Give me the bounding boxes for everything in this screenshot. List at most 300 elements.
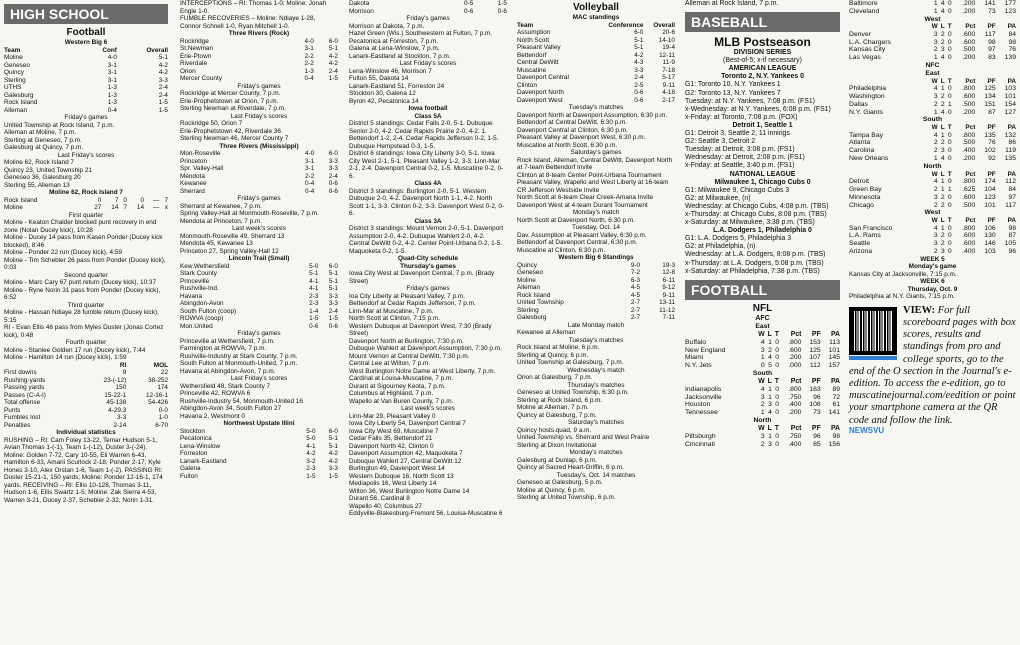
list-item: Dav. Assumption at Pleasant Valley, 6:30 p.m. xyxy=(517,231,647,239)
table-row xyxy=(849,54,1016,62)
table-cell: 5-1 xyxy=(328,285,338,292)
table-row xyxy=(849,85,1016,93)
table-cell: Kew.Wethersfield xyxy=(180,262,230,270)
list-item: Lanark-Eastland at Stockton, 7 p.m. xyxy=(349,52,451,60)
table-cell: Seattle xyxy=(849,240,871,248)
table-cell: Mon-Roseville xyxy=(180,150,221,157)
table-cell: 0-6 xyxy=(328,180,338,187)
table-row xyxy=(685,386,840,394)
table-cell: Galesburg xyxy=(517,314,547,321)
table-cell: 4-2 xyxy=(328,52,338,60)
table-cell: Moline xyxy=(517,276,536,284)
table-cell: 105 xyxy=(1004,240,1016,248)
group-heading: East xyxy=(925,69,940,77)
section-heading xyxy=(685,370,840,378)
table-cell: 3 xyxy=(940,46,945,54)
column-header: Pct xyxy=(965,217,976,225)
table-row xyxy=(180,293,338,301)
table-row xyxy=(180,158,338,166)
column-header: PF xyxy=(811,424,821,432)
list-item: Sterling at Quincy, 6 p.m. xyxy=(517,351,589,359)
section-heading: Thursday's matches xyxy=(567,381,625,389)
table-cell: Pleasant Valley xyxy=(517,44,561,51)
table-row xyxy=(517,37,675,45)
table-cell: Alleman xyxy=(517,284,541,291)
table-cell: 0 xyxy=(123,196,127,204)
table-cell: North Scott xyxy=(517,36,549,44)
table-cell: 0 xyxy=(947,38,952,46)
section-heading: Wednesday's match xyxy=(567,366,625,374)
section-heading: Friday's games xyxy=(237,330,281,337)
table-cell: 0 xyxy=(947,139,952,147)
section-heading: Monday's game xyxy=(908,263,957,271)
table-cell: 4 xyxy=(940,54,945,62)
table-cell: 130 xyxy=(984,232,996,240)
section-heading: Late Monday match xyxy=(567,321,625,329)
list-item: West Burlington Notre Dame at West Liberty, 7 p.m. xyxy=(349,367,496,375)
table-cell: 5-17 xyxy=(662,74,675,81)
column-header: W xyxy=(931,217,938,225)
table-cell: 86 xyxy=(1008,139,1016,147)
column-header: W xyxy=(931,170,938,178)
table-cell: 3-1 xyxy=(107,69,117,76)
table-cell: 4 xyxy=(933,178,938,186)
list-item: Iowa City West 69, Muscatine 7 xyxy=(349,427,439,435)
table-row xyxy=(180,465,338,473)
table-cell: 72 xyxy=(832,393,840,401)
list-item: Geneseo at Galesburg, 5 p.m. xyxy=(517,479,603,486)
table-cell: Havana xyxy=(180,292,203,300)
table-header xyxy=(849,217,1016,225)
table-cell: Cincinnati xyxy=(685,440,715,448)
table-cell: .200 xyxy=(962,155,976,163)
table-cell: Atlanta xyxy=(849,139,871,147)
fumble-recoveries-text: FUMBLE RECOVERIES – Moline: Ndiaye 1-28, Connor Schnell 1-0, Ryan Mitchell 1-0. xyxy=(180,15,316,30)
team-stats-table: RI MOL First downs 9 22 Rushing-yards 23-(-12) 38-252 Passing yards 150 174 Passes (C-A-I) 15-22-1 12-16-1 Total offense 45-138 54-426 Punts 4-29.3 0-0 Fumbles lost 3-3 1-0 Penalties 2-14 6-70 xyxy=(4,361,168,429)
table-row xyxy=(685,409,840,417)
list-item: Wapello at Van Buren County, 7 p.m. xyxy=(349,397,454,405)
table-row xyxy=(180,75,338,83)
table-cell: Moline xyxy=(4,204,23,211)
table-row xyxy=(849,8,1016,16)
qr-code[interactable] xyxy=(849,307,897,360)
list-item: United Township at Rock Island, 7 p.m. xyxy=(4,121,115,129)
table-cell: 2 xyxy=(933,185,938,193)
table-cell: 1 xyxy=(947,185,952,193)
game-line: Philadelphia at N.Y. Giants, 7:15 p.m. xyxy=(849,293,955,301)
list-item: Sterling at Rock Island, 6 p.m. xyxy=(517,396,603,404)
list-item: Moline - Tim Schebler 26 pass from Ponder (Ducey kick), 0:03 xyxy=(4,256,166,271)
list-item: Pleasant Valley at Davenport West, 6:30 p.m. xyxy=(517,134,646,141)
table-cell: .750 xyxy=(788,432,802,440)
section-heading: Tuesday's, Oct. 14 matches xyxy=(556,471,636,479)
table-cell: Central DeWitt xyxy=(517,59,559,66)
list-item: Burlington 49, Davenport West 14 xyxy=(349,465,445,472)
table-cell: 97 xyxy=(1008,193,1016,201)
table-row xyxy=(849,139,1016,147)
table-cell: 92 xyxy=(988,155,996,163)
table-cell: 12-8 xyxy=(662,269,675,276)
table-header xyxy=(849,124,1016,132)
table-cell: Lanark-Eastland xyxy=(180,457,227,465)
table-row xyxy=(517,307,675,315)
table-cell: 19-3 xyxy=(662,261,675,269)
week-heading: WEEK 6 xyxy=(920,278,945,286)
section-heading: Tuesday's matches xyxy=(568,336,624,344)
table-cell: 5-1 xyxy=(328,442,338,450)
column-header: W xyxy=(931,124,938,132)
standings-table xyxy=(349,0,507,15)
section-heading: Tuesday, Oct. 14 xyxy=(572,224,620,231)
table-cell: Riverdale xyxy=(180,60,207,67)
table-cell: 3-3 xyxy=(328,292,338,300)
column-header: L xyxy=(767,330,772,338)
table-cell: 4-0 xyxy=(304,37,314,45)
table-cell: 108 xyxy=(809,401,821,409)
line-score-row xyxy=(4,204,168,212)
table-row xyxy=(517,284,675,292)
table-cell: Rockridge xyxy=(180,37,209,45)
table-row xyxy=(180,68,338,76)
table-cell: Fulton xyxy=(180,472,198,480)
table-cell: 4-2 xyxy=(328,457,338,465)
table-cell: 0-4 xyxy=(107,106,117,114)
section-heading: Saturday's games xyxy=(570,149,622,156)
table-row xyxy=(685,401,840,409)
table-cell: .400 xyxy=(788,401,802,409)
list-item: Wapello 40, Columbus 27 xyxy=(349,502,422,510)
column-header xyxy=(849,23,927,31)
nfl-standings-table xyxy=(685,323,840,449)
table-cell: 1 xyxy=(933,108,938,116)
section-heading: Last Friday's scores xyxy=(57,151,115,159)
list-item: Davenport North 42, Clinton 0 xyxy=(349,442,434,450)
group-heading: NFC xyxy=(925,62,940,70)
table-cell: .800 xyxy=(962,85,976,93)
list-item: Sterling Newman at Riverdale, 7 p.m. xyxy=(180,105,286,112)
column-header xyxy=(849,217,927,225)
table-cell: 0 xyxy=(947,46,952,54)
table-cell: 123 xyxy=(984,193,996,201)
table-cell: Arizona xyxy=(849,248,873,256)
table-row xyxy=(517,82,675,90)
table-cell: 54-426 xyxy=(148,399,168,406)
table-cell: 87 xyxy=(1008,232,1016,240)
table-cell: L.A. Chargers xyxy=(849,38,891,46)
table-cell: 2 xyxy=(768,346,772,354)
table-cell: 132 xyxy=(1004,131,1016,139)
table-row xyxy=(180,53,338,61)
section-heading: Last Friday's scores xyxy=(399,60,457,67)
table-row xyxy=(849,93,1016,101)
table-cell: Stark County xyxy=(180,270,217,277)
table-cell: 135 xyxy=(984,131,996,139)
table-row xyxy=(849,225,1016,233)
list-item: Orion at Galesburg, 7 p.m. xyxy=(517,374,593,381)
table-cell: 1 xyxy=(768,338,772,346)
table-row xyxy=(849,0,1016,8)
table-cell: Indianapolis xyxy=(685,385,722,393)
table-cell: San Francisco xyxy=(849,224,893,232)
table-cell: 4 xyxy=(933,85,938,93)
table-cell: 154 xyxy=(1004,100,1016,108)
table-cell: 15-22-1 xyxy=(104,391,127,399)
table-cell: 38-252 xyxy=(148,376,168,384)
quarter-heading: Third quarter xyxy=(67,301,105,309)
table-cell: 1-5 xyxy=(497,0,507,7)
table-row xyxy=(4,377,168,385)
wb6-volleyball-table xyxy=(517,262,675,322)
table-row xyxy=(517,29,675,37)
table-cell: Houston xyxy=(685,401,711,409)
table-cell: .200 xyxy=(788,354,802,362)
table-row xyxy=(685,394,840,402)
list-item: Cedar Falls 35, Bettendorf 21 xyxy=(349,435,433,442)
table-cell: 12-16-1 xyxy=(145,391,168,399)
iowa-football-heading: Iowa football xyxy=(408,105,448,112)
table-cell: 2-17 xyxy=(662,96,675,104)
table-cell: Rushing-yards xyxy=(4,376,46,384)
table-header xyxy=(685,378,840,386)
list-item: Moline 62, Rock Island 7 xyxy=(4,159,74,166)
table-cell: Erie-Ptown xyxy=(180,52,212,60)
table-cell: 0 xyxy=(947,240,952,248)
group-heading: North xyxy=(923,162,942,170)
table-row xyxy=(685,347,840,355)
table-row xyxy=(4,69,168,77)
table-cell: 104 xyxy=(984,185,996,193)
table-cell: 2-3 xyxy=(309,300,319,307)
column-header: PF xyxy=(811,377,821,385)
table-row xyxy=(849,194,1016,202)
table-cell: 11-9 xyxy=(662,59,675,66)
list-item: x-Saturday: at Philadelphia, 7:38 p.m. (TBS) xyxy=(685,267,820,275)
table-cell: .400 xyxy=(788,440,802,448)
table-cell: 0 xyxy=(775,393,779,401)
table-row xyxy=(180,315,338,323)
table-cell: Davenport North xyxy=(517,89,564,96)
table-row xyxy=(849,248,1016,256)
table-cell: 3-3 xyxy=(328,165,338,172)
table-cell: 3 xyxy=(933,92,938,100)
table-cell: 6-11 xyxy=(662,276,675,284)
table-cell: 4-1 xyxy=(306,442,316,450)
table-cell: 0 xyxy=(947,85,952,93)
table-cell: 4 xyxy=(768,354,772,362)
table-row xyxy=(180,278,338,286)
table-cell: 7 xyxy=(123,204,127,211)
table-row xyxy=(849,132,1016,140)
quarter-heading: Fourth quarter xyxy=(65,339,107,346)
list-item: x-Thursday: at L.A. Dodgers, 5:08 p.m. (TBS) xyxy=(685,259,824,267)
column-iowa-football xyxy=(345,0,511,645)
table-cell: 1-5 xyxy=(328,75,338,82)
table-row xyxy=(180,60,338,68)
list-item: Davenport North at Davenport Assumption, 6:30 p.m. xyxy=(517,111,668,119)
list-item: G2: at Philadelphia, (n) xyxy=(685,243,756,251)
table-cell: 0-6 xyxy=(328,187,338,195)
table-row xyxy=(849,186,1016,194)
mlb-postseason-title: MLB Postseason xyxy=(714,35,811,50)
table-row xyxy=(685,441,840,449)
table-header: Team Conf Overall xyxy=(4,46,168,54)
table-cell: 4-2 xyxy=(634,51,644,59)
list-item: Bettendorf at Cedar Rapids Jefferson, 7 p.m. xyxy=(349,300,476,307)
group-heading: West xyxy=(924,15,941,23)
list-item: Princeville 42, ROWVA 6 xyxy=(180,390,251,397)
series-heading: L.A. Dodgers 1, Philadelphia 0 xyxy=(713,227,812,235)
table-cell: Pecatonica xyxy=(180,435,212,442)
table-cell: 0-6 xyxy=(464,7,474,15)
table-cell: 3 xyxy=(933,193,938,201)
list-item: Geneseo at United Township, 6:30 p.m. xyxy=(517,389,629,396)
list-item: Bettendorf at Davenport Central, 6:30 p.m. xyxy=(517,239,638,246)
table-cell: Las Vegas xyxy=(849,54,881,62)
table-cell: 6-0 xyxy=(634,29,644,36)
table-cell: 7 xyxy=(114,196,119,204)
table-cell: 3 xyxy=(933,240,938,248)
table-row xyxy=(180,150,338,158)
baseball-banner: BASEBALL xyxy=(685,12,840,32)
table-cell: 163 xyxy=(809,385,821,393)
table-cell: 0 xyxy=(947,155,952,163)
table-cell: 153 xyxy=(809,338,821,346)
table-cell: 125 xyxy=(809,346,821,354)
table-row xyxy=(517,314,675,322)
table-cell: 0 xyxy=(947,7,952,15)
table-cell: .800 xyxy=(962,131,976,139)
list-item: Quincy at Galesburg, 7 p.m. xyxy=(517,411,597,419)
table-row xyxy=(517,277,675,285)
table-cell: 2-7 xyxy=(630,306,641,314)
table-cell: 2-4 xyxy=(158,84,168,91)
table-cell: 4-5 xyxy=(630,284,641,291)
table-cell: 76 xyxy=(1008,46,1016,54)
table-row xyxy=(4,414,168,422)
column-header: PF xyxy=(987,124,996,132)
game-line: Kansas City at Jacksonville, 7:15 p.m. xyxy=(849,270,957,278)
table-cell: 139 xyxy=(1004,54,1016,62)
table-row xyxy=(180,38,338,46)
list-item: Dubuque Wahlert at Davenport Assumption, 7:30 p.m. xyxy=(349,345,502,352)
table-cell: 1 xyxy=(933,7,938,15)
table-cell: 2 xyxy=(940,30,945,38)
column-header: L xyxy=(940,124,945,132)
table-cell: 98 xyxy=(832,432,840,440)
table-cell: 2 xyxy=(940,92,945,100)
list-item: Farmington at ROWVA, 7 p.m. xyxy=(180,345,267,352)
league-heading: AMERICAN LEAGUE xyxy=(728,65,797,73)
list-item: Galesburg at Dunlap, 6 p.m. xyxy=(517,456,597,464)
table-cell: 22 xyxy=(160,369,168,376)
table-cell: Orion xyxy=(180,67,196,75)
quarter-heading: Second quarter xyxy=(64,271,108,279)
table-row xyxy=(180,458,338,466)
section-heading: Last Friday's scores xyxy=(230,112,288,120)
table-cell: 4-1 xyxy=(309,277,319,285)
list-item: Galesburg at Quincy, 7 p.m. xyxy=(4,144,84,151)
table-row xyxy=(4,84,168,92)
column-volleyball xyxy=(513,0,679,645)
list-item: Davenport Assumption 42, Maquoketa 7 xyxy=(349,450,463,457)
list-item: Erie-Prophetstown 42, Riverdale 36 xyxy=(180,127,281,135)
list-item: Tuesday: at Detroit, 3:08 p.m. (FS1) xyxy=(685,146,795,154)
table-cell: 84 xyxy=(1008,185,1016,193)
list-item: Linn-Mar at Muscatine, 7 p.m. xyxy=(349,307,434,315)
list-item: Moline - Hamilton 14 run (Ducey kick), 1:59 xyxy=(4,354,127,361)
table-row xyxy=(685,339,840,347)
list-item: Moline at Quincy, 6 p.m. xyxy=(517,486,586,494)
list-item: Rockridge 50, Orion 7 xyxy=(180,120,243,127)
table-row xyxy=(849,178,1016,186)
table-cell: Quincy xyxy=(517,261,537,269)
table-cell: 125 xyxy=(984,85,996,93)
table-row xyxy=(517,269,675,277)
table-cell: 9 xyxy=(122,369,127,376)
table-cell: 98 xyxy=(1008,38,1016,46)
column-header: W xyxy=(758,330,765,338)
table-cell: 5-1 xyxy=(328,277,338,285)
table-cell: 14 xyxy=(136,204,145,211)
table-row xyxy=(180,165,338,173)
list-item: G1: L.A. Dodgers 5, Philadelphia 3 xyxy=(685,235,792,243)
list-item: Mount Vernon at Central DeWitt, 7:30 p.m. xyxy=(349,352,470,360)
table-header xyxy=(849,23,1016,31)
list-item: Western Dubuque at Davenport West, 7:30 (Brady Street) xyxy=(349,322,492,337)
list-item: Moline - Ducey 14 pass from Kasen Ponder (Ducey kick blocked), 8:46 xyxy=(4,234,163,249)
table-cell: 6-0 xyxy=(328,262,338,270)
list-item: Sterling Newman 46, Mercer County 7 xyxy=(180,135,289,142)
list-item: Sterling at Dixon Invitational xyxy=(517,441,597,449)
list-item: Quincy at Sacred Heart-Griffin, 6 p.m. xyxy=(517,464,624,471)
table-cell: Penalties xyxy=(4,421,31,429)
table-cell: 1-0 xyxy=(158,414,168,421)
table-cell: Geneseo xyxy=(4,61,30,69)
table-cell: 1 xyxy=(940,185,945,193)
table-cell: Punts xyxy=(4,406,21,414)
table-cell: 0 xyxy=(947,248,952,256)
column-header: Pct xyxy=(790,377,802,385)
table-cell: 2-4 xyxy=(328,307,338,315)
list-item: Sherrard at Kewanee, 7 p.m. xyxy=(180,202,262,210)
table-row xyxy=(4,92,168,100)
section-heading xyxy=(849,16,1016,24)
table-cell: — xyxy=(153,204,160,211)
column-header xyxy=(685,378,754,386)
table-cell: 1 xyxy=(768,385,772,393)
list-item: Wethersfield 48, Stark County 7 xyxy=(180,382,271,390)
table-cell: South Fulton (coop) xyxy=(180,307,237,315)
list-item: Rock Island at Moline, 6 p.m. xyxy=(517,344,600,351)
table-cell: .500 xyxy=(962,46,976,54)
list-item: Princeville at Wethersfield, 7 p.m. xyxy=(180,337,275,345)
section-heading: Friday's games xyxy=(406,15,450,22)
table-cell: 4-2 xyxy=(306,450,316,457)
column-header: Pct xyxy=(965,23,976,31)
table-cell: 2-2 xyxy=(305,172,315,180)
table-cell: 4 xyxy=(940,7,945,15)
table-row xyxy=(685,354,840,362)
list-item: Havana at Abingdon-Avon, 7 p.m. xyxy=(180,367,276,375)
list-item: Eddyville-Blakesburg-Fremont 56, Louisa-Muscatine 6 xyxy=(349,510,503,517)
week-heading: WEEK 5 xyxy=(920,255,945,263)
table-cell: 1 xyxy=(933,155,938,163)
table-row xyxy=(4,399,168,407)
table-cell: 0 xyxy=(947,131,952,139)
table-cell: 6-3 xyxy=(630,276,641,284)
list-item: Durant at Sigourney Keota, 7 p.m. xyxy=(349,382,446,390)
table-cell: .200 xyxy=(788,409,802,417)
